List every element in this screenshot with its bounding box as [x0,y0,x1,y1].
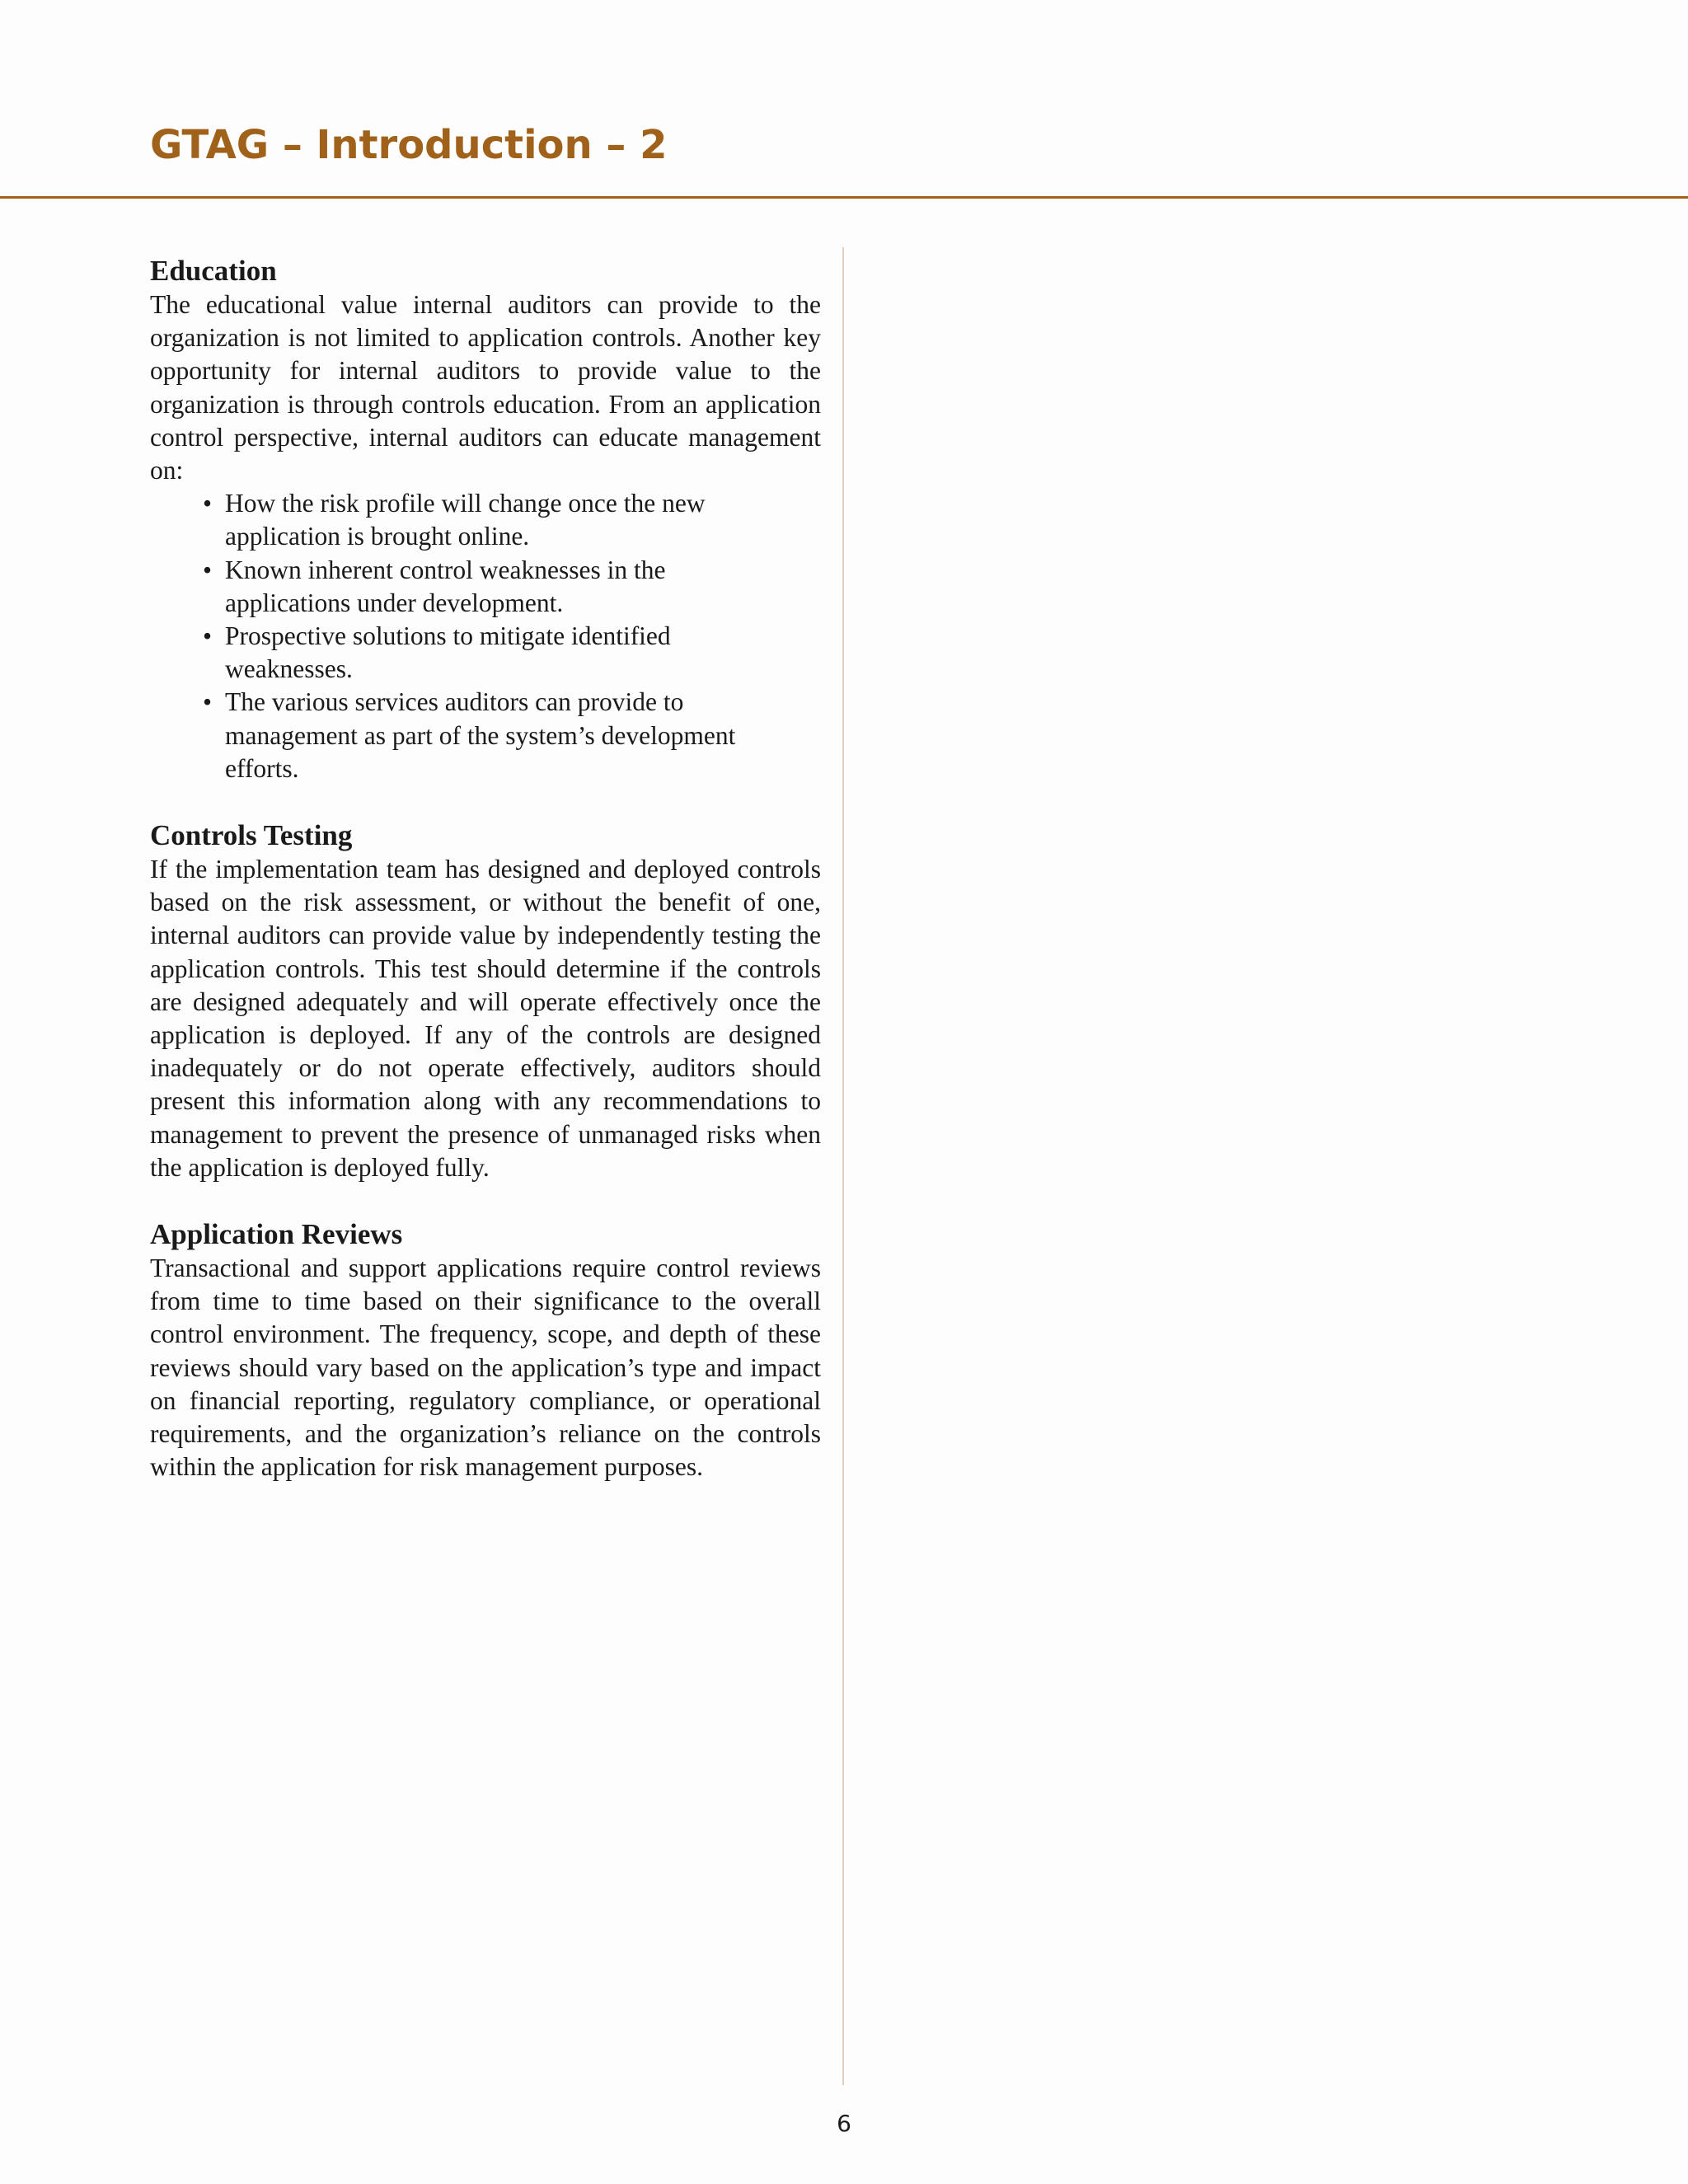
bullet-icon: • [203,555,213,584]
bullet-icon: • [203,687,213,717]
section-paragraph: If the implementation team has designed and deployed controls based on the risk assessment, or without the benefit of one, internal auditors can provide value by independently testing the application controls. This test should determine if the controls are designed adequately and will operate effectively once the application is deployed. If any of the controls are designed inadequately or do not operate effectively, auditors should present this information along with any recommendations to management to prevent the presence of unmanaged risks when the application is deployed fully. [150,855,821,1182]
page-header-title: GTAG – Introduction – 2 [150,122,668,168]
list-item [203,686,821,785]
section-education [150,254,821,785]
header-divider [0,196,1688,199]
bullet-icon: • [203,621,213,651]
section-paragraph: The educational value internal auditors can provide to the organization is not limited to application controls. Another key opportunity for internal auditors to provide value to the organization is through controls education. From an application control perspective, internal auditors can educate management on: [150,290,821,485]
list-item-text: Known inherent control weaknesses in the applications under development. [225,555,666,617]
bullet-icon: • [203,489,213,518]
column-divider [842,247,844,2085]
section-controls-testing [150,818,821,1184]
left-column [150,254,821,1517]
bullet-list [150,487,821,785]
section-paragraph: Transactional and support applications require control reviews from time to time based on their significance to the overall control environment. The frequency, scope, and depth of these reviews should vary based on the application’s type and impact on financial reporting, regulatory compliance, or operational requirements, and the organization’s reliance on the controls within the application for risk management purposes. [150,1254,821,1482]
section-heading: Application Reviews [150,1218,403,1251]
list-item [203,487,821,553]
page-number: 6 [837,2110,851,2137]
list-item-text: How the risk profile will change once the new application is brought online. [225,489,706,551]
section-application-reviews [150,1217,821,1483]
section-heading: Education [150,255,277,287]
list-item [203,620,821,686]
section-heading: Controls Testing [150,819,353,852]
list-item-text: Prospective solutions to mitigate identified weaknesses. [225,621,671,684]
list-item-text: The various services auditors can provide to management as part of the system’s development efforts. [225,687,736,783]
list-item [203,554,821,620]
